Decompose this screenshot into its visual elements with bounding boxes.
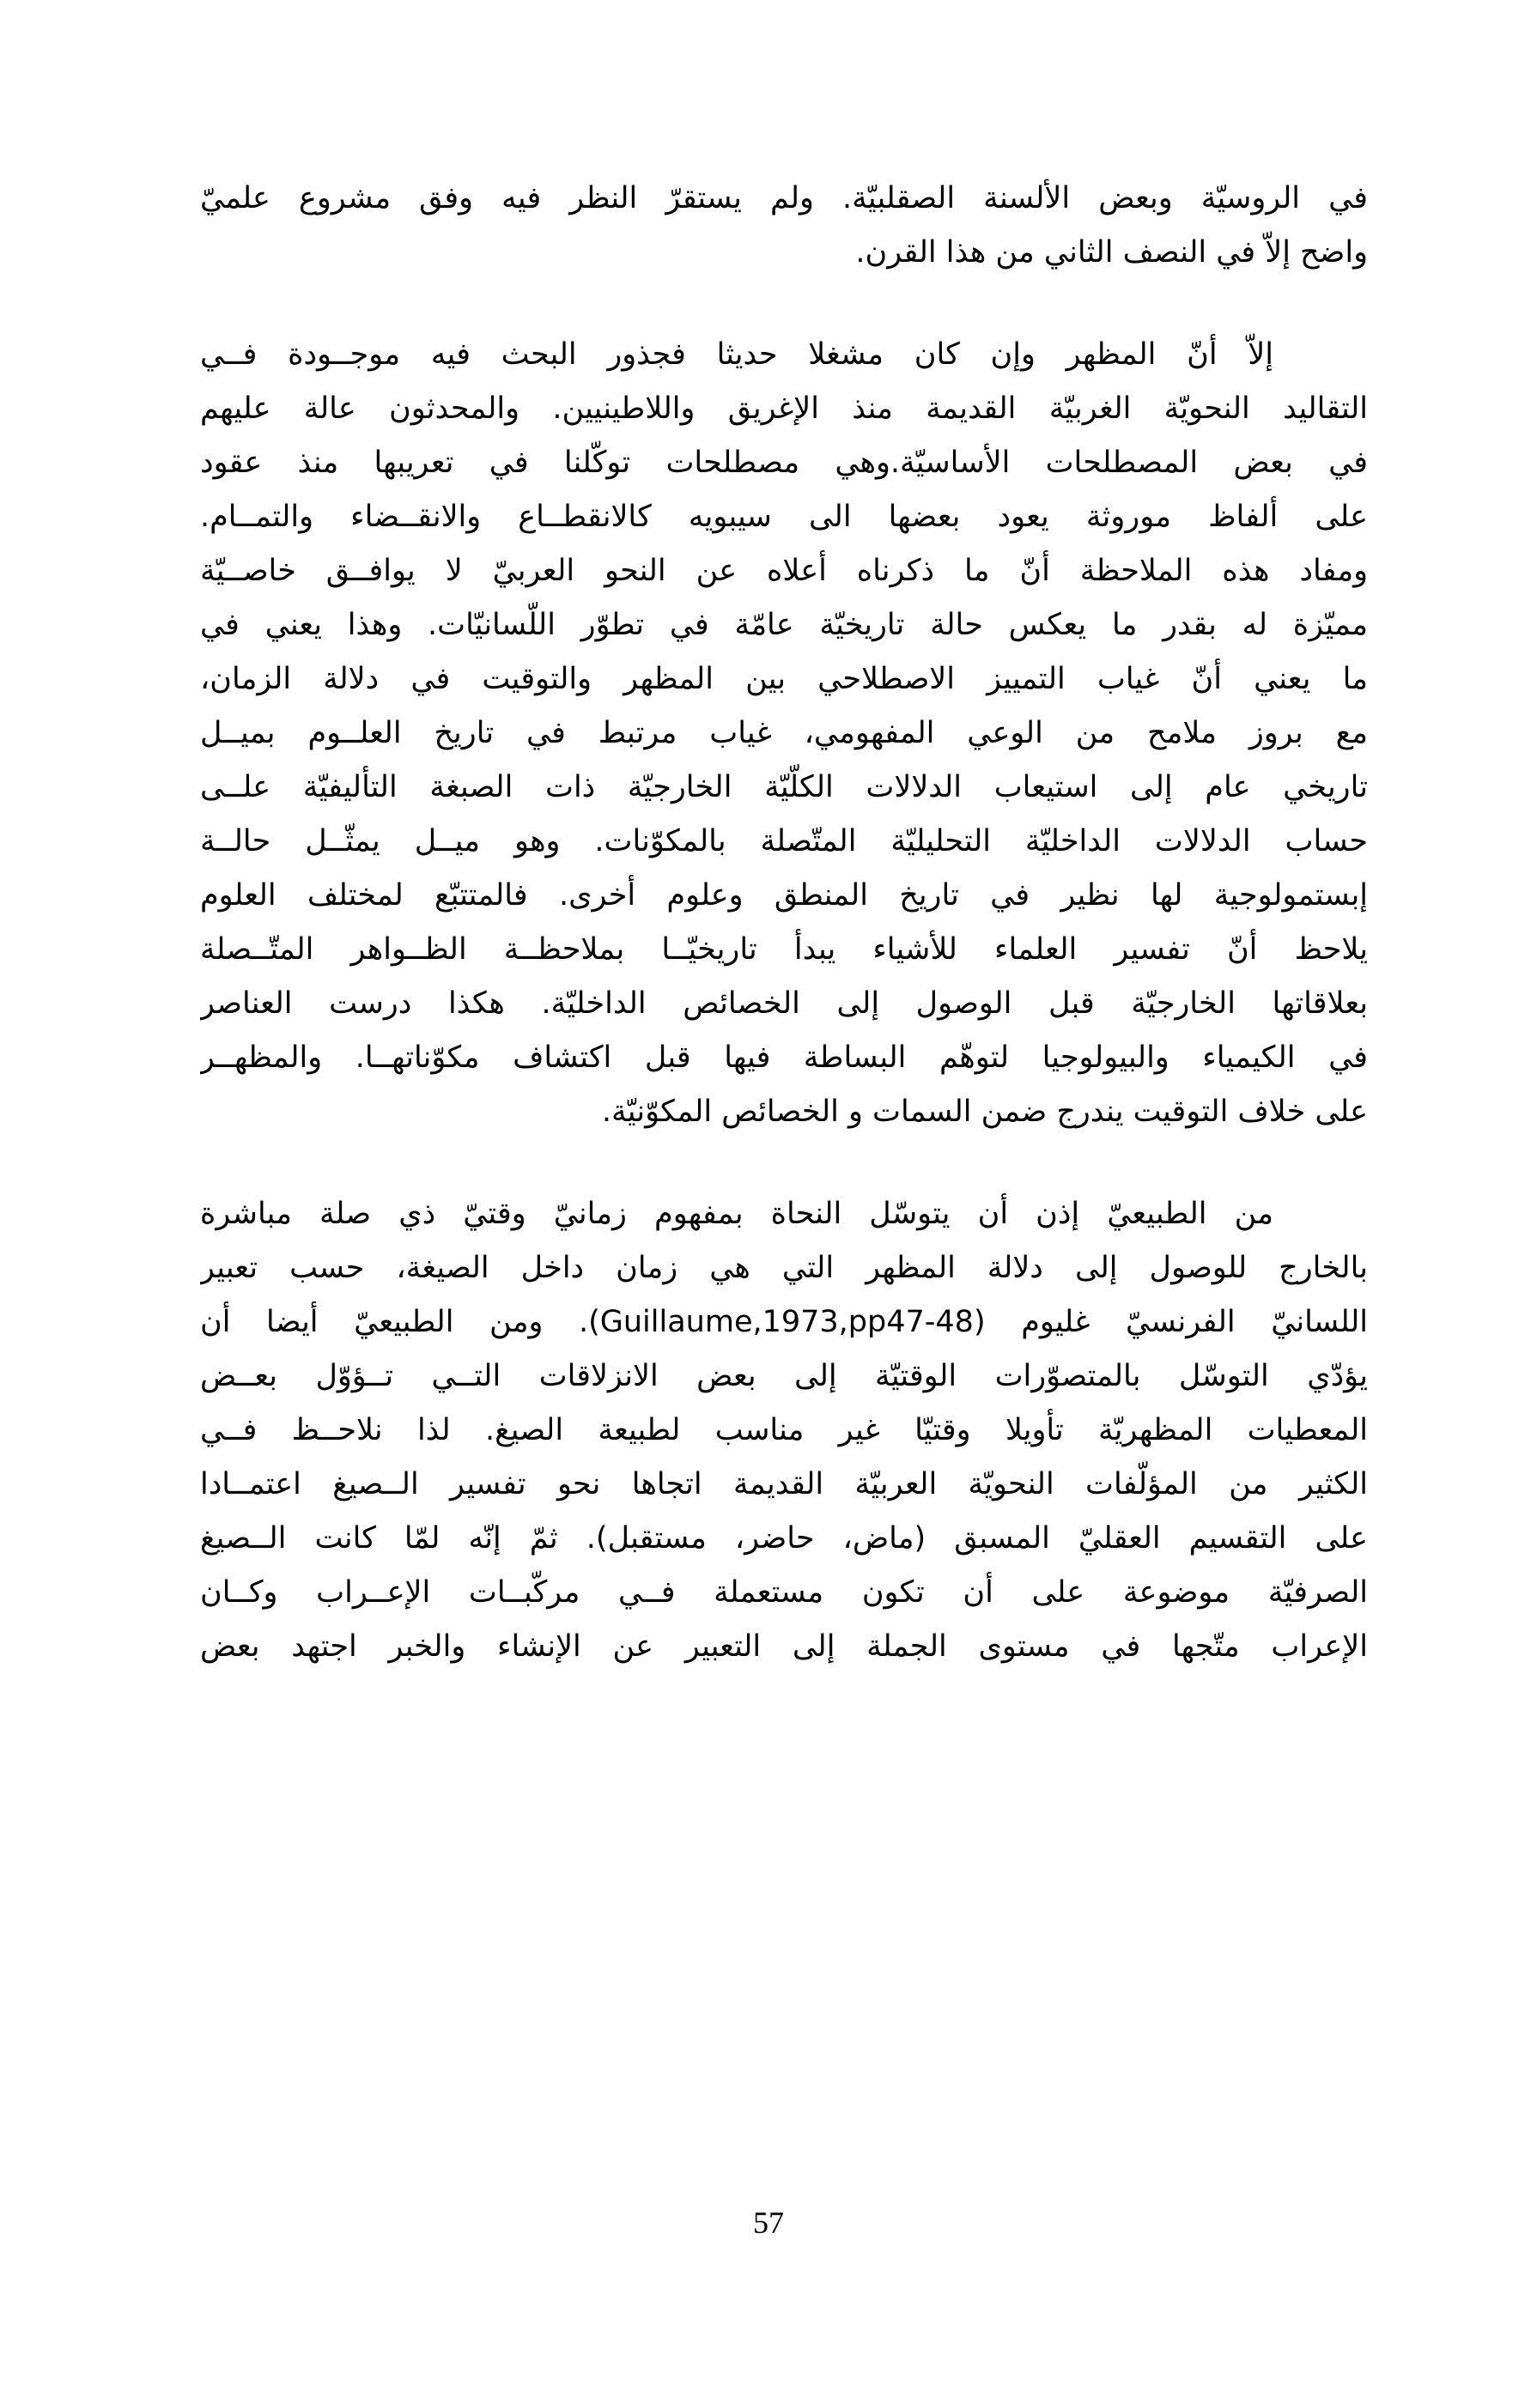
paragraph-3 bbox=[200, 1187, 1368, 1674]
text-line: تاريخي عام إلى استيعاب الدلالات الكلّيّة الخارجيّة ذات الصبغة التأليفيّة علــى bbox=[200, 770, 1368, 804]
paragraph-1 bbox=[200, 172, 1368, 280]
text-line: واضح إلاّ في النصف الثاني من هذا القرن. bbox=[855, 235, 1368, 270]
text-line: يلاحظ أنّ تفسير العلماء للأشياء يبدأ تاريخيّــا بملاحظــة الظــواهر المتّــصلة bbox=[200, 932, 1368, 967]
text-line: في بعض المصطلحات الأساسيّة.وهي مصطلحات توكّلنا في تعريبها منذ عقود bbox=[200, 446, 1368, 480]
page-body bbox=[200, 172, 1368, 1674]
text-line: مميّزة له بقدر ما يعكس حالة تاريخيّة عامّة في تطوّر اللّسانيّات. وهذا يعني في bbox=[200, 608, 1368, 642]
paragraph-spacer bbox=[200, 280, 1368, 328]
paragraph-spacer bbox=[200, 1139, 1368, 1187]
page-number: 57 bbox=[753, 2205, 784, 2240]
text-line: الصرفيّة موضوعة على أن تكون مستعملة فــي مركّبــات الإعــراب وكــان bbox=[200, 1575, 1368, 1610]
text-line: بالخارج للوصول إلى دلالة المظهر التي هي زمان داخل الصيغة، حسب تعبير bbox=[200, 1251, 1368, 1285]
paragraph-2 bbox=[200, 328, 1368, 1139]
text-line: الإعراب متّجها في مستوى الجملة إلى التعبير عن الإنشاء والخبر اجتهد بعض bbox=[200, 1629, 1368, 1664]
text-line: يؤدّي التوسّل بالمتصوّرات الوقتيّة إلى بعض الانزلاقات التــي تــؤوّل بعــض bbox=[200, 1359, 1368, 1393]
text-line: في الروسيّة وبعض الألسنة الصقلبيّة. ولم يستقرّ النظر فيه وفق مشروع علميّ bbox=[200, 181, 1368, 215]
text-line: الكثير من المؤلّفات النحويّة العربيّة القديمة اتجاها نحو تفسير الــصيغ اعتمــادا bbox=[200, 1467, 1368, 1501]
text-line: المعطيات المظهريّة تأويلا وقتيّا غير مناسب لطبيعة الصيغ. لذا نلاحــظ فــي bbox=[200, 1413, 1368, 1447]
text-line: ومفاد هذه الملاحظة أنّ ما ذكرناه أعلاه عن النحو العربيّ لا يوافــق خاصــيّة bbox=[200, 554, 1368, 588]
text-line: من الطبيعيّ إذن أن يتوسّل النحاة بمفهوم زمانيّ وقتيّ ذي صلة مباشرة bbox=[200, 1197, 1273, 1231]
text-line: على خلاف التوقيت يندرج ضمن السمات و الخصائص المكوّنيّة. bbox=[601, 1095, 1368, 1129]
text-line: حساب الدلالات الداخليّة التحليليّة المتّصلة بالمكوّنات. وهو ميــل يمثّــل حالــة bbox=[200, 824, 1368, 858]
text-line: مع بروز ملامح من الوعي المفهومي، غياب مرتبط في تاريخ العلــوم بميــل bbox=[200, 716, 1368, 750]
text-line: اللسانيّ الفرنسيّ غليوم (Guillaume,1973,pp47-48). ومن الطبيعيّ أيضا أن bbox=[200, 1305, 1368, 1339]
text-line: إبستمولوجية لها نظير في تاريخ المنطق وعلوم أخرى. فالمتتبّع لمختلف العلوم bbox=[200, 878, 1368, 913]
text-line: ما يعني أنّ غياب التمييز الاصطلاحي بين المظهر والتوقيت في دلالة الزمان، bbox=[200, 662, 1368, 696]
text-line: على التقسيم العقليّ المسبق (ماض، حاضر، مستقبل). ثمّ إنّه لمّا كانت الــصيغ bbox=[200, 1521, 1368, 1556]
text-line: بعلاقاتها الخارجيّة قبل الوصول إلى الخصائص الداخليّة. هكذا درست العناصر bbox=[200, 986, 1368, 1021]
text-line: إلاّ أنّ المظهر وإن كان مشغلا حديثا فجذور البحث فيه موجــودة فــي bbox=[200, 337, 1273, 372]
text-line: على ألفاظ موروثة يعود بعضها الى سيبويه كالانقطــاع والانقــضاء والتمــام. bbox=[200, 500, 1368, 534]
text-line: في الكيمياء والبيولوجيا لتوهّم البساطة فيها قبل اكتشاف مكوّناتهــا. والمظهــر bbox=[200, 1040, 1368, 1075]
text-line: التقاليد النحويّة الغربيّة القديمة منذ الإغريق واللاطينيين. والمحدثون عالة عليهم bbox=[200, 391, 1368, 426]
